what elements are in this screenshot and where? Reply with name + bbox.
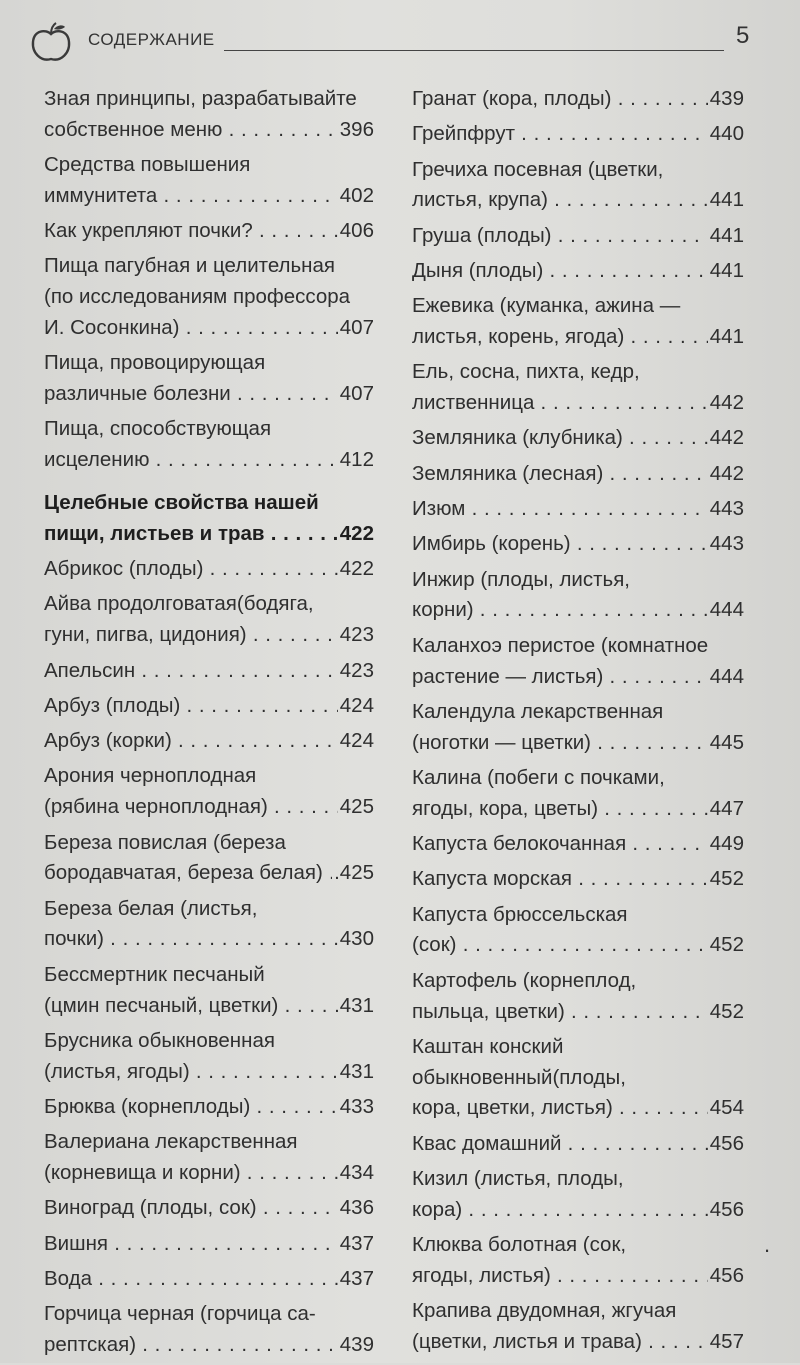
toc-entry-line [412, 185, 744, 216]
toc-entry-title: листья, крупа) . . . [412, 185, 708, 216]
toc-entry-title: Капуста брюссельская [412, 902, 628, 926]
toc-entry-title: Крапива двудомная, жгучая [412, 1299, 677, 1323]
toc-entry-title: Береза белая (листья, [44, 896, 258, 920]
toc-entry-line [412, 256, 744, 287]
toc-entry [44, 554, 374, 585]
toc-entry-line [44, 1229, 374, 1260]
toc-entry-line [412, 1093, 744, 1124]
toc-entry-title: Средства повышения [44, 153, 251, 177]
toc-entry-line [44, 1057, 374, 1088]
toc-page-number: 407 [339, 382, 374, 406]
toc-entry-line [44, 445, 374, 476]
toc-entry-line [44, 792, 374, 823]
toc-entry-line [44, 620, 374, 651]
toc-entry-title: Горчица черная (горчица са- [44, 1302, 316, 1326]
apple-outline-icon [28, 22, 74, 64]
toc-entry-title: (корневища и корни) . . . [44, 1158, 338, 1189]
toc-page-number: 402 [339, 183, 374, 207]
toc-entry-line [412, 1129, 744, 1160]
toc-entry-line [44, 1127, 374, 1158]
toc-entry [412, 256, 744, 287]
toc-entry [44, 656, 374, 687]
toc-entry-title: Капуста морская . . . [412, 864, 708, 895]
toc-entry-title: различные болезни . . . [44, 379, 338, 410]
toc-entry-line [44, 84, 374, 115]
toc-entry-title: листья, корень, ягода) . . . [412, 322, 708, 353]
toc-page-number: 447 [709, 796, 744, 820]
toc-page-number: 456 [709, 1263, 744, 1287]
toc-page-number: 441 [709, 223, 744, 247]
toc-entry-line [44, 991, 374, 1022]
toc-entry [44, 1299, 374, 1361]
toc-entry [44, 1127, 374, 1189]
toc-entry [44, 1193, 374, 1224]
toc-entry-line [44, 313, 374, 344]
toc-entry-line [412, 119, 744, 150]
toc-entry-title: Арония черноплодная [44, 764, 257, 788]
toc-page-number: 452 [709, 933, 744, 957]
toc-entry-line [412, 1230, 744, 1261]
toc-entry-line [412, 221, 744, 252]
toc-entry-line [412, 494, 744, 525]
toc-entry-title: Дыня (плоды) . . . [412, 256, 708, 287]
toc-entry-line [44, 488, 374, 519]
toc-page-number: 457 [709, 1329, 744, 1353]
toc-entry-line [44, 726, 374, 757]
toc-page-number: 433 [339, 1094, 374, 1118]
toc-entry-line [44, 1330, 374, 1361]
toc-page-number: 442 [709, 391, 744, 415]
toc-entry-title: (рябина черноплодная) . . . [44, 792, 338, 823]
toc-entry [412, 221, 744, 252]
toc-page-number: 437 [339, 1231, 374, 1255]
toc-entry [44, 1092, 374, 1123]
toc-entry-line [412, 155, 744, 186]
toc-entry-title: (листья, ягоды) . . . [44, 1057, 338, 1088]
toc-entry [412, 900, 744, 962]
toc-entry-title: Кизил (листья, плоды, [412, 1167, 624, 1190]
toc-entry-title: Ель, сосна, пихта, кедр, [412, 360, 640, 384]
toc-entry [44, 84, 374, 146]
toc-page-number: 441 [709, 325, 744, 349]
toc-entry-title: ягоды, кора, цветы) . . . [412, 794, 708, 825]
toc-entry [412, 1230, 744, 1292]
toc-entry-line [44, 589, 374, 620]
toc-entry [412, 155, 744, 217]
toc-entry [412, 829, 744, 860]
toc-entry-title: (сок) . . . [412, 930, 708, 961]
toc-entry-title: Инжир (плоды, листья, [412, 567, 631, 591]
toc-entry-line [412, 595, 744, 626]
toc-entry-line [44, 414, 374, 445]
toc-page-number: 452 [709, 867, 744, 891]
toc-entry [412, 697, 744, 759]
toc-entry-title: Каланхоэ перистое (комнатное [412, 633, 709, 657]
toc-entry-title: кора, цветки, листья) . . . [412, 1093, 708, 1124]
toc-entry [44, 1264, 374, 1295]
toc-entry-line [412, 423, 744, 454]
toc-entry-title: Айва продолговатая(бодяга, [44, 592, 314, 616]
toc-entry-title: иммунитета . . . [44, 181, 338, 212]
toc-entry-line [412, 864, 744, 895]
toc-entry-title: Клюква болотная (сок, [412, 1233, 627, 1257]
toc-entry-line [412, 829, 744, 860]
toc-entry-line [412, 388, 744, 419]
toc-page-number: 422 [339, 557, 374, 581]
toc-entry-title: пыльца, цветки) . . . [412, 997, 708, 1028]
toc-entry-line [412, 1296, 744, 1327]
toc-entry-line [412, 930, 744, 961]
toc-entry-line [412, 631, 744, 662]
toc-entry-title: лиственница . . . [412, 388, 708, 419]
toc-entry-title: обыкновенный(плоды, [412, 1065, 626, 1089]
toc-entry-title: ягоды, листья) . . . [412, 1261, 708, 1292]
toc-entry-title: Груша (плоды) . . . [412, 221, 708, 252]
toc-entry-line [412, 1032, 744, 1063]
toc-entry-title: Арбуз (плоды) . . . [44, 691, 338, 722]
toc-entry-title: Береза повислая (береза [44, 830, 286, 854]
toc-entry-title: (ноготки — цветки) . . . [412, 728, 708, 759]
toc-entry-title: Земляника (клубника) . . . [412, 423, 708, 454]
toc-entry-line [44, 1299, 374, 1330]
toc-entry [412, 119, 744, 150]
toc-entry-line [44, 691, 374, 722]
toc-entry-line [412, 1261, 744, 1292]
toc-entry-line [412, 565, 744, 596]
toc-entry-line [44, 554, 374, 585]
toc-page-number: 437 [339, 1266, 374, 1290]
toc-entry [412, 631, 744, 693]
toc-left-column [44, 84, 374, 1365]
toc-entry-line [44, 379, 374, 410]
toc-entry-title: исцелению . . . [44, 445, 338, 476]
header-rule [224, 50, 724, 51]
toc-page-number: 406 [339, 219, 374, 243]
toc-entry-title: Абрикос (плоды) . . . [44, 554, 338, 585]
toc-entry [44, 216, 374, 247]
toc-entry-title: Пища пагубная и целительная [44, 254, 336, 278]
toc-entry-title: Изюм . . . [412, 494, 708, 525]
toc-entry-line [412, 1327, 744, 1358]
toc-page-number: 445 [709, 730, 744, 754]
toc-entry [44, 348, 374, 410]
toc-page-number: 452 [709, 999, 744, 1023]
toc-page-number: 442 [709, 461, 744, 485]
toc-page-number: 431 [339, 993, 374, 1017]
toc-entry [412, 529, 744, 560]
toc-entry [412, 1129, 744, 1160]
toc-entry-title: Квас домашний . . . [412, 1129, 708, 1160]
print-speck: . [764, 1232, 771, 1257]
toc-entry [412, 1296, 744, 1358]
toc-entry-line [44, 828, 374, 859]
toc-page-number: 449 [709, 832, 744, 856]
toc-entry-line [412, 728, 744, 759]
toc-entry [44, 589, 374, 651]
toc-entry [44, 414, 374, 476]
toc-entry-line [412, 322, 744, 353]
toc-entry [44, 1026, 374, 1088]
toc-entry-line [44, 858, 374, 889]
toc-entry-title: (цмин песчаный, цветки) . . . [44, 991, 338, 1022]
toc-entry-title: рептская) . . . [44, 1330, 338, 1361]
toc-page-number: 425 [339, 795, 374, 819]
toc-entry-title: Ежевика (куманка, ажина — [412, 294, 681, 318]
toc-entry [412, 763, 744, 825]
toc-page-number: 412 [339, 448, 374, 472]
toc-entry-title: Валериана лекарственная [44, 1130, 298, 1154]
page-header [28, 20, 768, 64]
toc-entry-title: (цветки, листья и трава) . . . [412, 1327, 708, 1358]
toc-page-number: 442 [709, 426, 744, 450]
toc-entry-title: Капуста белокочанная . . . [412, 829, 708, 860]
toc-entry-line [412, 529, 744, 560]
toc-entry [412, 459, 744, 490]
toc-entry-line [412, 459, 744, 490]
toc-page-number: 444 [709, 664, 744, 688]
toc-page-number: 423 [339, 658, 374, 682]
toc-entry-title: собственное меню . . . [44, 115, 338, 146]
toc-entry-line [412, 794, 744, 825]
toc-entry [44, 488, 374, 550]
page-number: 5 [736, 22, 750, 49]
toc-entry [44, 1229, 374, 1260]
toc-entry-line [44, 251, 374, 282]
toc-entry-line [412, 291, 744, 322]
toc-entry-line [412, 84, 744, 115]
toc-page-number: 441 [709, 188, 744, 212]
toc-entry [412, 423, 744, 454]
toc-page-number: 424 [339, 693, 374, 717]
toc-entry-title: Бессмертник песчаный [44, 962, 265, 986]
toc-entry-title: гуни, пигва, цидония) . . . [44, 620, 338, 651]
toc-entry [44, 828, 374, 890]
toc-page-number: 443 [709, 532, 744, 556]
toc-entry-title: Календула лекарственная [412, 699, 664, 723]
toc-entry [44, 761, 374, 823]
toc-page-number: 443 [709, 497, 744, 521]
toc-page-number: 456 [709, 1197, 744, 1221]
toc-entry [44, 251, 374, 343]
toc-entry-title: пищи, листьев и трав . . . [44, 519, 338, 550]
toc-entry-line [412, 1164, 744, 1195]
toc-entry-line [44, 150, 374, 181]
toc-entry-line [44, 1092, 374, 1123]
toc-entry-line [44, 282, 374, 313]
toc-entry-title: Вода . . . [44, 1264, 338, 1295]
toc-page-number: 454 [709, 1096, 744, 1120]
toc-entry [412, 1164, 744, 1226]
toc-entry-line [412, 900, 744, 931]
toc-entry-line [412, 966, 744, 997]
toc-entry [412, 864, 744, 895]
toc-entry-title: Пища, способствующая [44, 417, 272, 441]
toc-entry-title: Виноград (плоды, сок) . . . [44, 1193, 338, 1224]
toc-entry-title: Гранат (кора, плоды) . . . [412, 84, 708, 115]
toc-entry [412, 1032, 744, 1124]
toc-entry-line [44, 1158, 374, 1189]
toc-entry-title: Брюква (корнеплоды) . . . [44, 1092, 338, 1123]
toc-page-number: 436 [339, 1196, 374, 1220]
toc-page-number: 434 [339, 1161, 374, 1184]
toc-entry-title: бородавчатая, береза белая) . . . [44, 858, 332, 889]
toc-page-number: 440 [709, 122, 744, 146]
toc-entry-line [44, 924, 374, 955]
toc-entry [412, 84, 744, 115]
toc-right-column [412, 84, 744, 1362]
toc-entry-line [44, 216, 374, 247]
toc-entry [412, 966, 744, 1028]
toc-entry-line [412, 1195, 744, 1226]
toc-page-number: 423 [339, 623, 374, 647]
toc-entry [44, 960, 374, 1022]
toc-entry-line [44, 519, 374, 550]
section-title: СОДЕРЖАНИЕ [88, 30, 215, 49]
toc-entry-title: почки) . . . [44, 924, 338, 955]
toc-entry-line [44, 1264, 374, 1295]
toc-entry-line [44, 181, 374, 212]
toc-page-number: .425 [334, 861, 374, 885]
toc-entry-title: Земляника (лесная) . . . [412, 459, 708, 490]
toc-entry-line [44, 960, 374, 991]
toc-entry-title: Апельсин . . . [44, 656, 338, 687]
toc-entry-line [412, 763, 744, 794]
toc-entry [44, 726, 374, 757]
toc-page-number: 439 [339, 1332, 374, 1356]
toc-entry [412, 565, 744, 627]
toc-page-number: 431 [339, 1059, 374, 1083]
toc-entry-line [44, 1193, 374, 1224]
toc-entry-line [412, 697, 744, 728]
toc-entry-title: Пища, провоцирующая [44, 351, 266, 375]
toc-page-number: 396 [339, 117, 374, 141]
toc-entry-title: Зная принципы, разрабатывайте [44, 87, 357, 110]
toc-entry [44, 894, 374, 956]
toc-entry-title: (по исследованиям профессора [44, 285, 351, 309]
toc-entry-title: растение — листья) . . . [412, 662, 708, 693]
toc-entry-line [44, 115, 374, 146]
toc-entry-line [412, 357, 744, 388]
toc-entry [44, 150, 374, 212]
toc-entry-title: Вишня . . . [44, 1229, 338, 1260]
toc-page-number: 456 [709, 1131, 744, 1155]
toc-entry-line [412, 662, 744, 693]
toc-entry [412, 494, 744, 525]
toc-entry-title: Грейпфрут . . . [412, 119, 708, 150]
toc-entry [412, 357, 744, 419]
toc-page-number: 444 [709, 598, 744, 622]
toc-entry-line [412, 1063, 744, 1094]
toc-entry-title: Имбирь (корень) . . . [412, 529, 708, 560]
toc-entry-title: Арбуз (корки) . . . [44, 726, 338, 757]
toc-page-number: 430 [339, 927, 374, 951]
toc-entry-line [44, 894, 374, 925]
toc-page-number: 439 [709, 87, 744, 110]
toc-entry-title: И. Сосонкина) . . . [44, 313, 338, 344]
toc-entry-title: корни) . . . [412, 595, 708, 626]
toc-entry-title: Каштан конский [412, 1034, 564, 1058]
toc-page-number: 424 [339, 729, 374, 753]
toc-page-number: 407 [339, 316, 374, 340]
toc-entry-line [44, 761, 374, 792]
toc-entry-line [44, 348, 374, 379]
toc-entry-title: Калина (побеги с почками, [412, 765, 665, 789]
toc-entry [412, 291, 744, 353]
toc-entry-title: Картофель (корнеплод, [412, 968, 637, 992]
toc-entry-title: Гречиха посевная (цветки, [412, 157, 664, 181]
toc-entry-line [44, 1026, 374, 1057]
toc-entry-title: кора) . . . [412, 1195, 708, 1226]
toc-entry [44, 691, 374, 722]
toc-entry-line [44, 656, 374, 687]
toc-entry-title: Целебные свойства нашей [44, 491, 319, 515]
toc-page-number: 441 [709, 258, 744, 282]
toc-entry-line [412, 997, 744, 1028]
toc-entry-title: Как укрепляют почки? . . . [44, 216, 338, 247]
toc-page-number: 422 [339, 521, 374, 545]
toc-entry-title: Брусника обыкновенная [44, 1028, 275, 1052]
